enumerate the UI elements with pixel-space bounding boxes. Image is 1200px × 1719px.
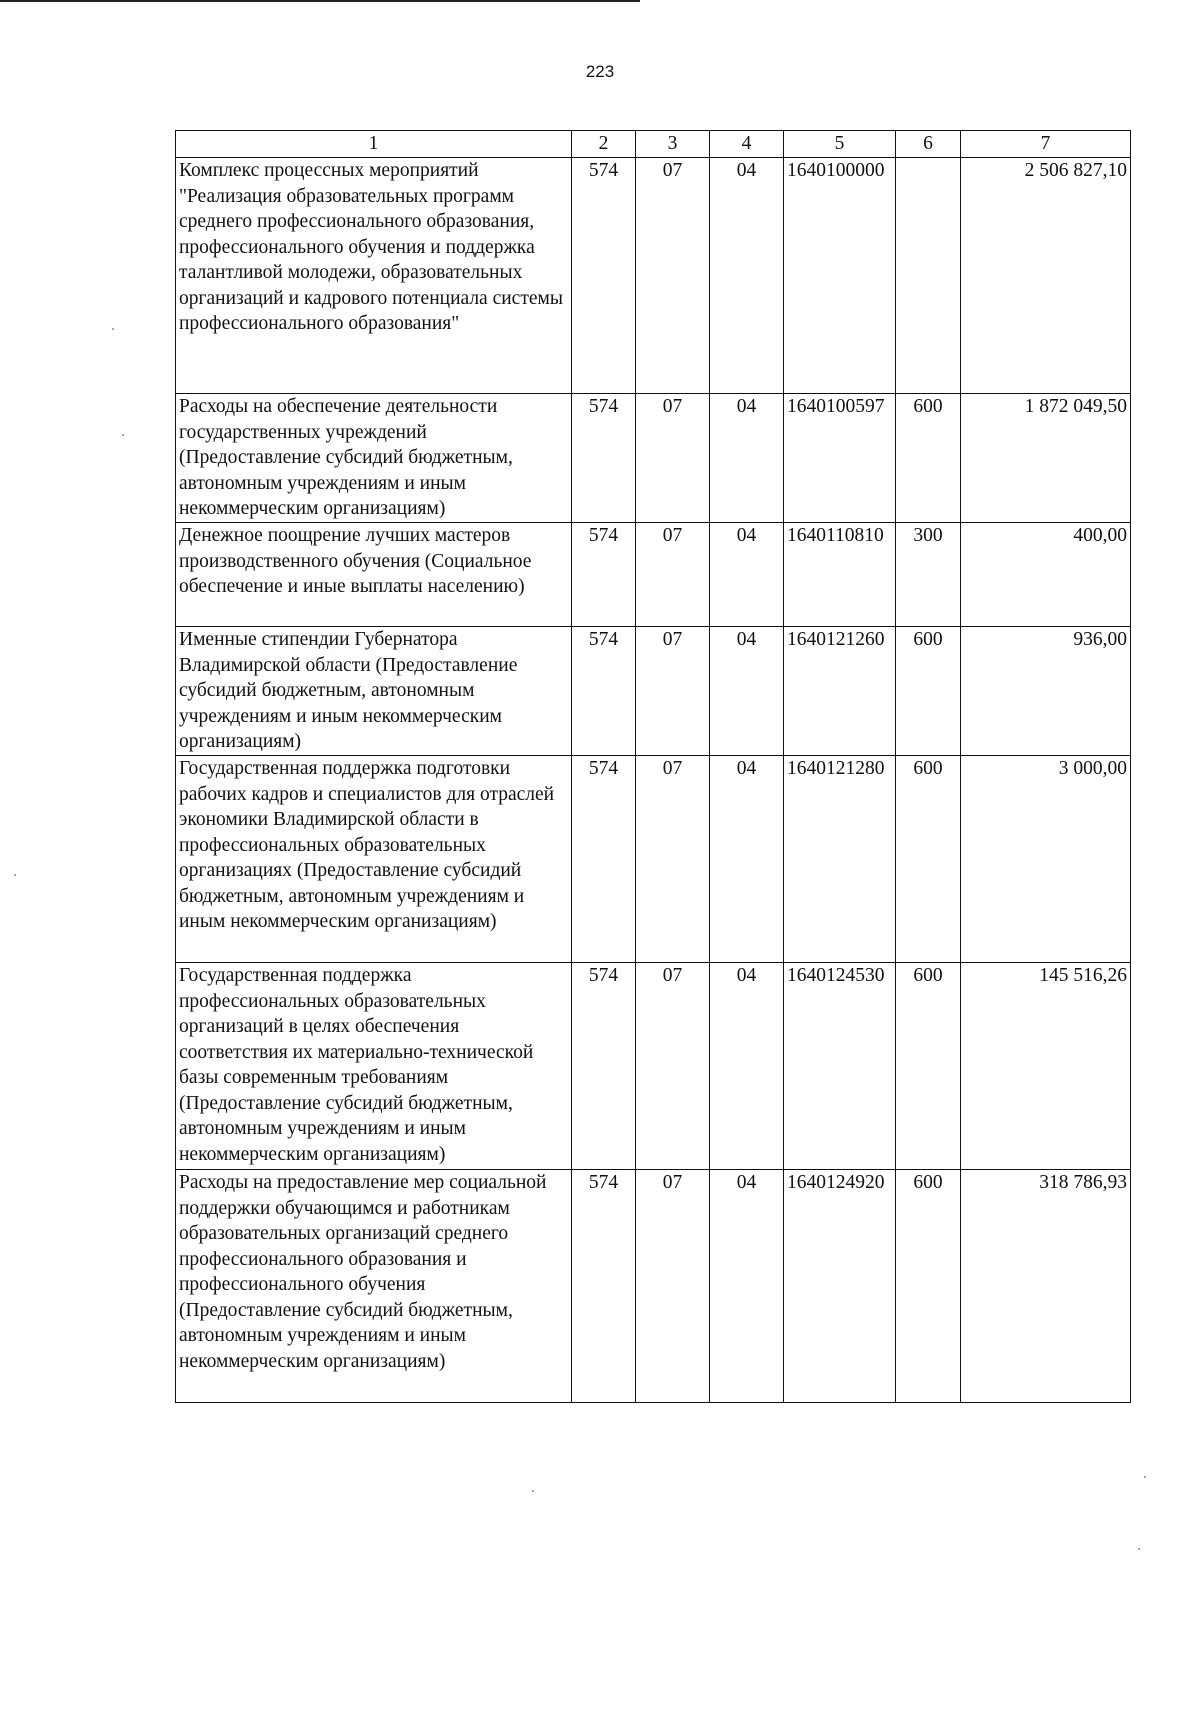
row-section: 07: [636, 158, 710, 394]
row-section: 07: [636, 627, 710, 756]
row-name: Комплекс процессных мероприятий "Реализация образовательных программ среднего профессионального образования, профессионального обучения и поддержка талантливой молодежи, образовательных организаций и кадрового потенциала системы профессионального образования": [176, 158, 572, 394]
row-name: Расходы на предоставление мер социальной поддержки обучающимся и работникам образовательных организаций среднего профессионального образования и профессионального обучения (Предоставление субсидий бюджетным, автономным учреждениям и иным некоммерческим организациям): [176, 1170, 572, 1403]
row-name: Именные стипендии Губернатора Владимирской области (Предоставление субсидий бюджетным, автономным учреждениям и иным некоммерческим организациям): [176, 627, 572, 756]
budget-table: [175, 130, 1131, 1403]
table-row: [176, 523, 1131, 627]
row-ministry: 574: [572, 756, 636, 963]
row-target: 1640121280: [784, 756, 896, 963]
row-ministry: 574: [572, 627, 636, 756]
row-ministry: 574: [572, 394, 636, 523]
row-section: 07: [636, 756, 710, 963]
row-section: 07: [636, 394, 710, 523]
row-target: 1640124530: [784, 963, 896, 1170]
table-row: [176, 394, 1131, 523]
row-expense-type: 600: [896, 756, 961, 963]
row-subsection: 04: [710, 158, 784, 394]
table-header: [176, 131, 1131, 158]
row-expense-type: 600: [896, 394, 961, 523]
row-expense-type: 600: [896, 963, 961, 1170]
row-ministry: 574: [572, 963, 636, 1170]
row-ministry: 574: [572, 1170, 636, 1403]
row-target: 1640124920: [784, 1170, 896, 1403]
header-col-4: 4: [710, 131, 784, 158]
table-row: [176, 627, 1131, 756]
row-subsection: 04: [710, 756, 784, 963]
scan-speck: [1138, 1548, 1140, 1550]
row-name: Денежное поощрение лучших мастеров производственного обучения (Социальное обеспечение и иные выплаты населению): [176, 523, 572, 627]
row-amount: 1 872 049,50: [961, 394, 1131, 523]
row-expense-type: 600: [896, 627, 961, 756]
header-row: [176, 131, 1131, 158]
row-subsection: 04: [710, 627, 784, 756]
table-row: [176, 963, 1131, 1170]
row-expense-type: 300: [896, 523, 961, 627]
row-section: 07: [636, 963, 710, 1170]
row-expense-type: 600: [896, 1170, 961, 1403]
top-border-line: [0, 0, 640, 2]
header-col-3: 3: [636, 131, 710, 158]
row-amount: 3 000,00: [961, 756, 1131, 963]
row-target: 1640100000: [784, 158, 896, 394]
row-amount: 318 786,93: [961, 1170, 1131, 1403]
row-amount: 400,00: [961, 523, 1131, 627]
row-subsection: 04: [710, 963, 784, 1170]
page-number: 223: [585, 62, 615, 81]
table-body: [176, 158, 1131, 1403]
header-col-1: 1: [176, 131, 572, 158]
row-amount: 145 516,26: [961, 963, 1131, 1170]
header-col-5: 5: [784, 131, 896, 158]
row-amount: 936,00: [961, 627, 1131, 756]
scan-speck: [532, 1490, 534, 1492]
scan-speck: [14, 874, 16, 876]
row-subsection: 04: [710, 1170, 784, 1403]
row-section: 07: [636, 523, 710, 627]
row-amount: 2 506 827,10: [961, 158, 1131, 394]
scan-speck: [112, 328, 114, 330]
row-section: 07: [636, 1170, 710, 1403]
header-col-2: 2: [572, 131, 636, 158]
table-row: [176, 1170, 1131, 1403]
row-subsection: 04: [710, 394, 784, 523]
table-row: [176, 756, 1131, 963]
header-col-6: 6: [896, 131, 961, 158]
row-expense-type: [896, 158, 961, 394]
header-col-7: 7: [961, 131, 1131, 158]
scan-speck: [122, 434, 124, 436]
row-target: 1640121260: [784, 627, 896, 756]
row-ministry: 574: [572, 158, 636, 394]
row-subsection: 04: [710, 523, 784, 627]
row-target: 1640110810: [784, 523, 896, 627]
row-ministry: 574: [572, 523, 636, 627]
scan-speck: [1144, 1476, 1146, 1478]
table-row: [176, 158, 1131, 394]
row-name: Государственная поддержка профессиональных образовательных организаций в целях обеспечения соответствия их материально-технической базы современным требованиям (Предоставление субсидий бюджетным, автономным учреждениям и иным некоммерческим организациям): [176, 963, 572, 1170]
row-name: Государственная поддержка подготовки рабочих кадров и специалистов для отраслей экономики Владимирской области в профессиональных образовательных организациях (Предоставление субсидий бюджетным, автономным учреждениям и иным некоммерческим организациям): [176, 756, 572, 963]
row-name: Расходы на обеспечение деятельности государственных учреждений (Предоставление субсидий бюджетным, автономным учреждениям и иным некоммерческим организациям): [176, 394, 572, 523]
row-target: 1640100597: [784, 394, 896, 523]
